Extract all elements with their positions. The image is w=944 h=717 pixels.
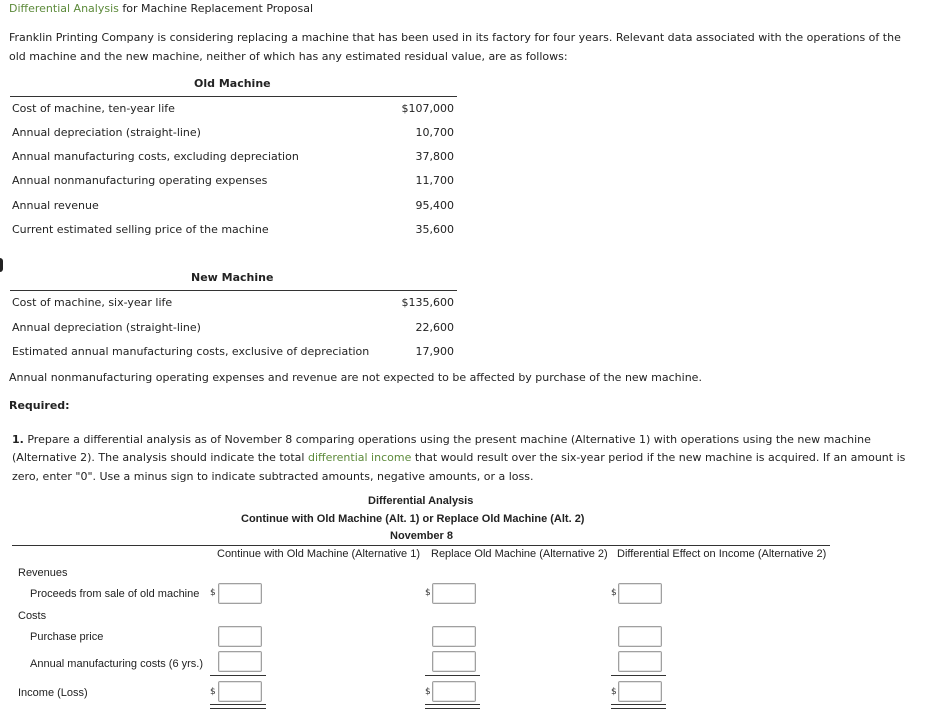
old-row-label: Annual nonmanufacturing operating expenses <box>12 174 268 187</box>
new-row-value: 22,600 <box>415 321 454 334</box>
subtotal-rule-differential <box>611 675 666 676</box>
page-title <box>9 2 313 15</box>
new-machine-heading: New Machine <box>191 271 274 284</box>
question-text-2b: that would result over the six-year period if the new machine is acquired. If an amount is <box>414 451 906 464</box>
old-row-label: Annual depreciation (straight-line) <box>12 126 201 139</box>
old-row-value: $107,000 <box>401 102 454 115</box>
scroll-marker <box>0 258 3 272</box>
analysis-date: November 8 <box>390 530 453 542</box>
analysis-rule <box>12 545 830 546</box>
total-double-rule-alt2 <box>425 704 480 709</box>
proceeds-differential-input[interactable] <box>618 583 662 604</box>
income-alt1-input[interactable] <box>218 681 262 702</box>
purchase-alt2-input[interactable] <box>432 626 476 647</box>
row-label-revenues: Revenues <box>18 567 68 579</box>
currency-symbol: $ <box>210 687 216 697</box>
note-text: Annual nonmanufacturing operating expenses and revenue are not expected to be affected by purchase of the new machine. <box>9 371 702 384</box>
new-row-value: $135,600 <box>401 296 454 309</box>
column-header-alt2: Replace Old Machine (Alternative 2) <box>431 548 608 560</box>
currency-symbol: $ <box>611 687 617 697</box>
question-line-2 <box>12 451 905 464</box>
analysis-subtitle: Continue with Old Machine (Alt. 1) or Replace Old Machine (Alt. 2) <box>241 513 585 525</box>
new-row-label: Estimated annual manufacturing costs, exclusive of depreciation <box>12 345 370 358</box>
intro-line-1: Franklin Printing Company is considering replacing a machine that has been used in its factory for four years. Relevant data associated with the operations of the <box>9 31 901 44</box>
new-row-label: Cost of machine, six-year life <box>12 296 173 309</box>
question-text-2a: (Alternative 2). The analysis should indicate the total <box>12 451 305 464</box>
row-label-manufacturing: Annual manufacturing costs (6 yrs.) <box>30 658 204 670</box>
old-row-label: Annual revenue <box>12 199 99 212</box>
row-label-proceeds: Proceeds from sale of old machine <box>30 588 200 600</box>
subtotal-rule-alt2 <box>425 675 480 676</box>
income-alt2-input[interactable] <box>432 681 476 702</box>
old-row-value: 35,600 <box>415 223 454 236</box>
required-heading: Required: <box>9 399 70 412</box>
question-text-1: Prepare a differential analysis as of November 8 comparing operations using the present machine (Alternative 1) with operations using the new machine <box>27 433 871 446</box>
old-row-label: Annual manufacturing costs, excluding depreciation <box>12 150 299 163</box>
question-line-1 <box>12 433 871 446</box>
analysis-title: Differential Analysis <box>368 495 474 507</box>
old-row-value: 37,800 <box>415 150 454 163</box>
row-label-costs: Costs <box>18 610 47 622</box>
manufacturing-alt1-input[interactable] <box>218 651 262 672</box>
new-row-value: 17,900 <box>415 345 454 358</box>
manufacturing-differential-input[interactable] <box>618 651 662 672</box>
new-machine-rule <box>10 290 457 291</box>
title-rest: for Machine Replacement Proposal <box>122 2 314 15</box>
old-row-label: Cost of machine, ten-year life <box>12 102 175 115</box>
currency-symbol: $ <box>210 588 216 598</box>
old-row-value: 11,700 <box>415 174 454 187</box>
old-machine-rule <box>10 96 457 97</box>
proceeds-alt2-input[interactable] <box>432 583 476 604</box>
income-differential-input[interactable] <box>618 681 662 702</box>
old-row-value: 10,700 <box>415 126 454 139</box>
row-label-purchase: Purchase price <box>30 631 104 643</box>
currency-symbol: $ <box>425 588 431 598</box>
subtotal-rule-alt1 <box>210 675 266 676</box>
column-header-alt1: Continue with Old Machine (Alternative 1) <box>217 548 420 560</box>
old-row-label: Current estimated selling price of the machine <box>12 223 269 236</box>
currency-symbol: $ <box>611 588 617 598</box>
old-machine-heading: Old Machine <box>194 77 271 90</box>
total-double-rule-differential <box>611 704 666 709</box>
new-row-label: Annual depreciation (straight-line) <box>12 321 201 334</box>
intro-line-2: old machine and the new machine, neither of which has any estimated residual value, are as follows: <box>9 50 568 63</box>
row-label-income: Income (Loss) <box>18 687 88 699</box>
total-double-rule-alt1 <box>210 704 266 709</box>
column-header-differential: Differential Effect on Income (Alternative 2) <box>617 548 827 560</box>
purchase-differential-input[interactable] <box>618 626 662 647</box>
currency-symbol: $ <box>425 687 431 697</box>
manufacturing-alt2-input[interactable] <box>432 651 476 672</box>
proceeds-alt1-input[interactable] <box>218 583 262 604</box>
question-line-3: zero, enter "0". Use a minus sign to indicate subtracted amounts, negative amounts, or a loss. <box>12 470 534 483</box>
old-row-value: 95,400 <box>415 199 454 212</box>
question-number: 1. <box>12 433 24 446</box>
differential-income-link[interactable]: differential income <box>307 451 412 464</box>
title-link[interactable]: Differential Analysis <box>9 2 119 15</box>
purchase-alt1-input[interactable] <box>218 626 262 647</box>
